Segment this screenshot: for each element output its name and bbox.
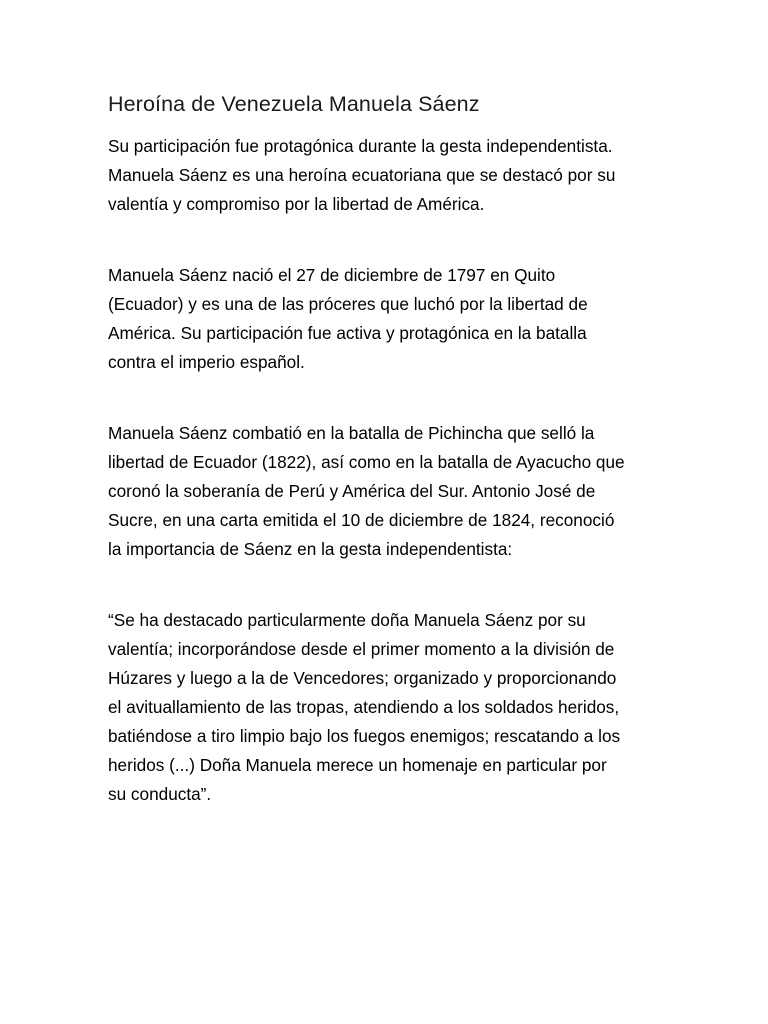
paragraph-birth <box>108 261 698 377</box>
document-title: Heroína de Venezuela Manuela Sáenz <box>108 92 480 116</box>
paragraph-line: libertad de Ecuador (1822), así como en la batalla de Ayacucho que <box>108 452 625 472</box>
paragraph-intro <box>108 132 698 219</box>
paragraph-line: Su participación fue protagónica durante la gesta independentista. <box>108 136 613 156</box>
document-body <box>108 88 698 809</box>
paragraph-line: Manuela Sáenz es una heroína ecuatoriana que se destacó por su <box>108 165 616 185</box>
paragraph-line: batiéndose a tiro limpio bajo los fuegos enemigos; rescatando a los <box>108 726 621 746</box>
paragraph-line: su conducta”. <box>108 784 212 804</box>
paragraph-line: (Ecuador) y es una de las próceres que luchó por la libertad de <box>108 294 588 314</box>
paragraph-line: la importancia de Sáenz en la gesta independentista: <box>108 539 513 559</box>
paragraph-line: Húzares y luego a la de Vencedores; organizado y proporcionando <box>108 668 617 688</box>
paragraph-line: contra el imperio español. <box>108 352 305 372</box>
paragraph-quote <box>108 606 698 809</box>
paragraph-line: valentía y compromiso por la libertad de América. <box>108 194 485 214</box>
paragraph-line: valentía; incorporándose desde el primer momento a la división de <box>108 639 615 659</box>
paragraph-line: América. Su participación fue activa y protagónica en la batalla <box>108 323 587 343</box>
paragraph-battles <box>108 419 698 564</box>
paragraph-line: el avituallamiento de las tropas, atendiendo a los soldados heridos, <box>108 697 620 717</box>
paragraph-line: “Se ha destacado particularmente doña Manuela Sáenz por su <box>108 610 586 630</box>
paragraph-line: coronó la soberanía de Perú y América del Sur. Antonio José de <box>108 481 596 501</box>
paragraph-line: Sucre, en una carta emitida el 10 de diciembre de 1824, reconoció <box>108 510 615 530</box>
paragraph-line: heridos (...) Doña Manuela merece un homenaje en particular por <box>108 755 607 775</box>
paragraph-line: Manuela Sáenz nació el 27 de diciembre de 1797 en Quito <box>108 265 556 285</box>
paragraph-line: Manuela Sáenz combatió en la batalla de Pichincha que selló la <box>108 423 595 443</box>
